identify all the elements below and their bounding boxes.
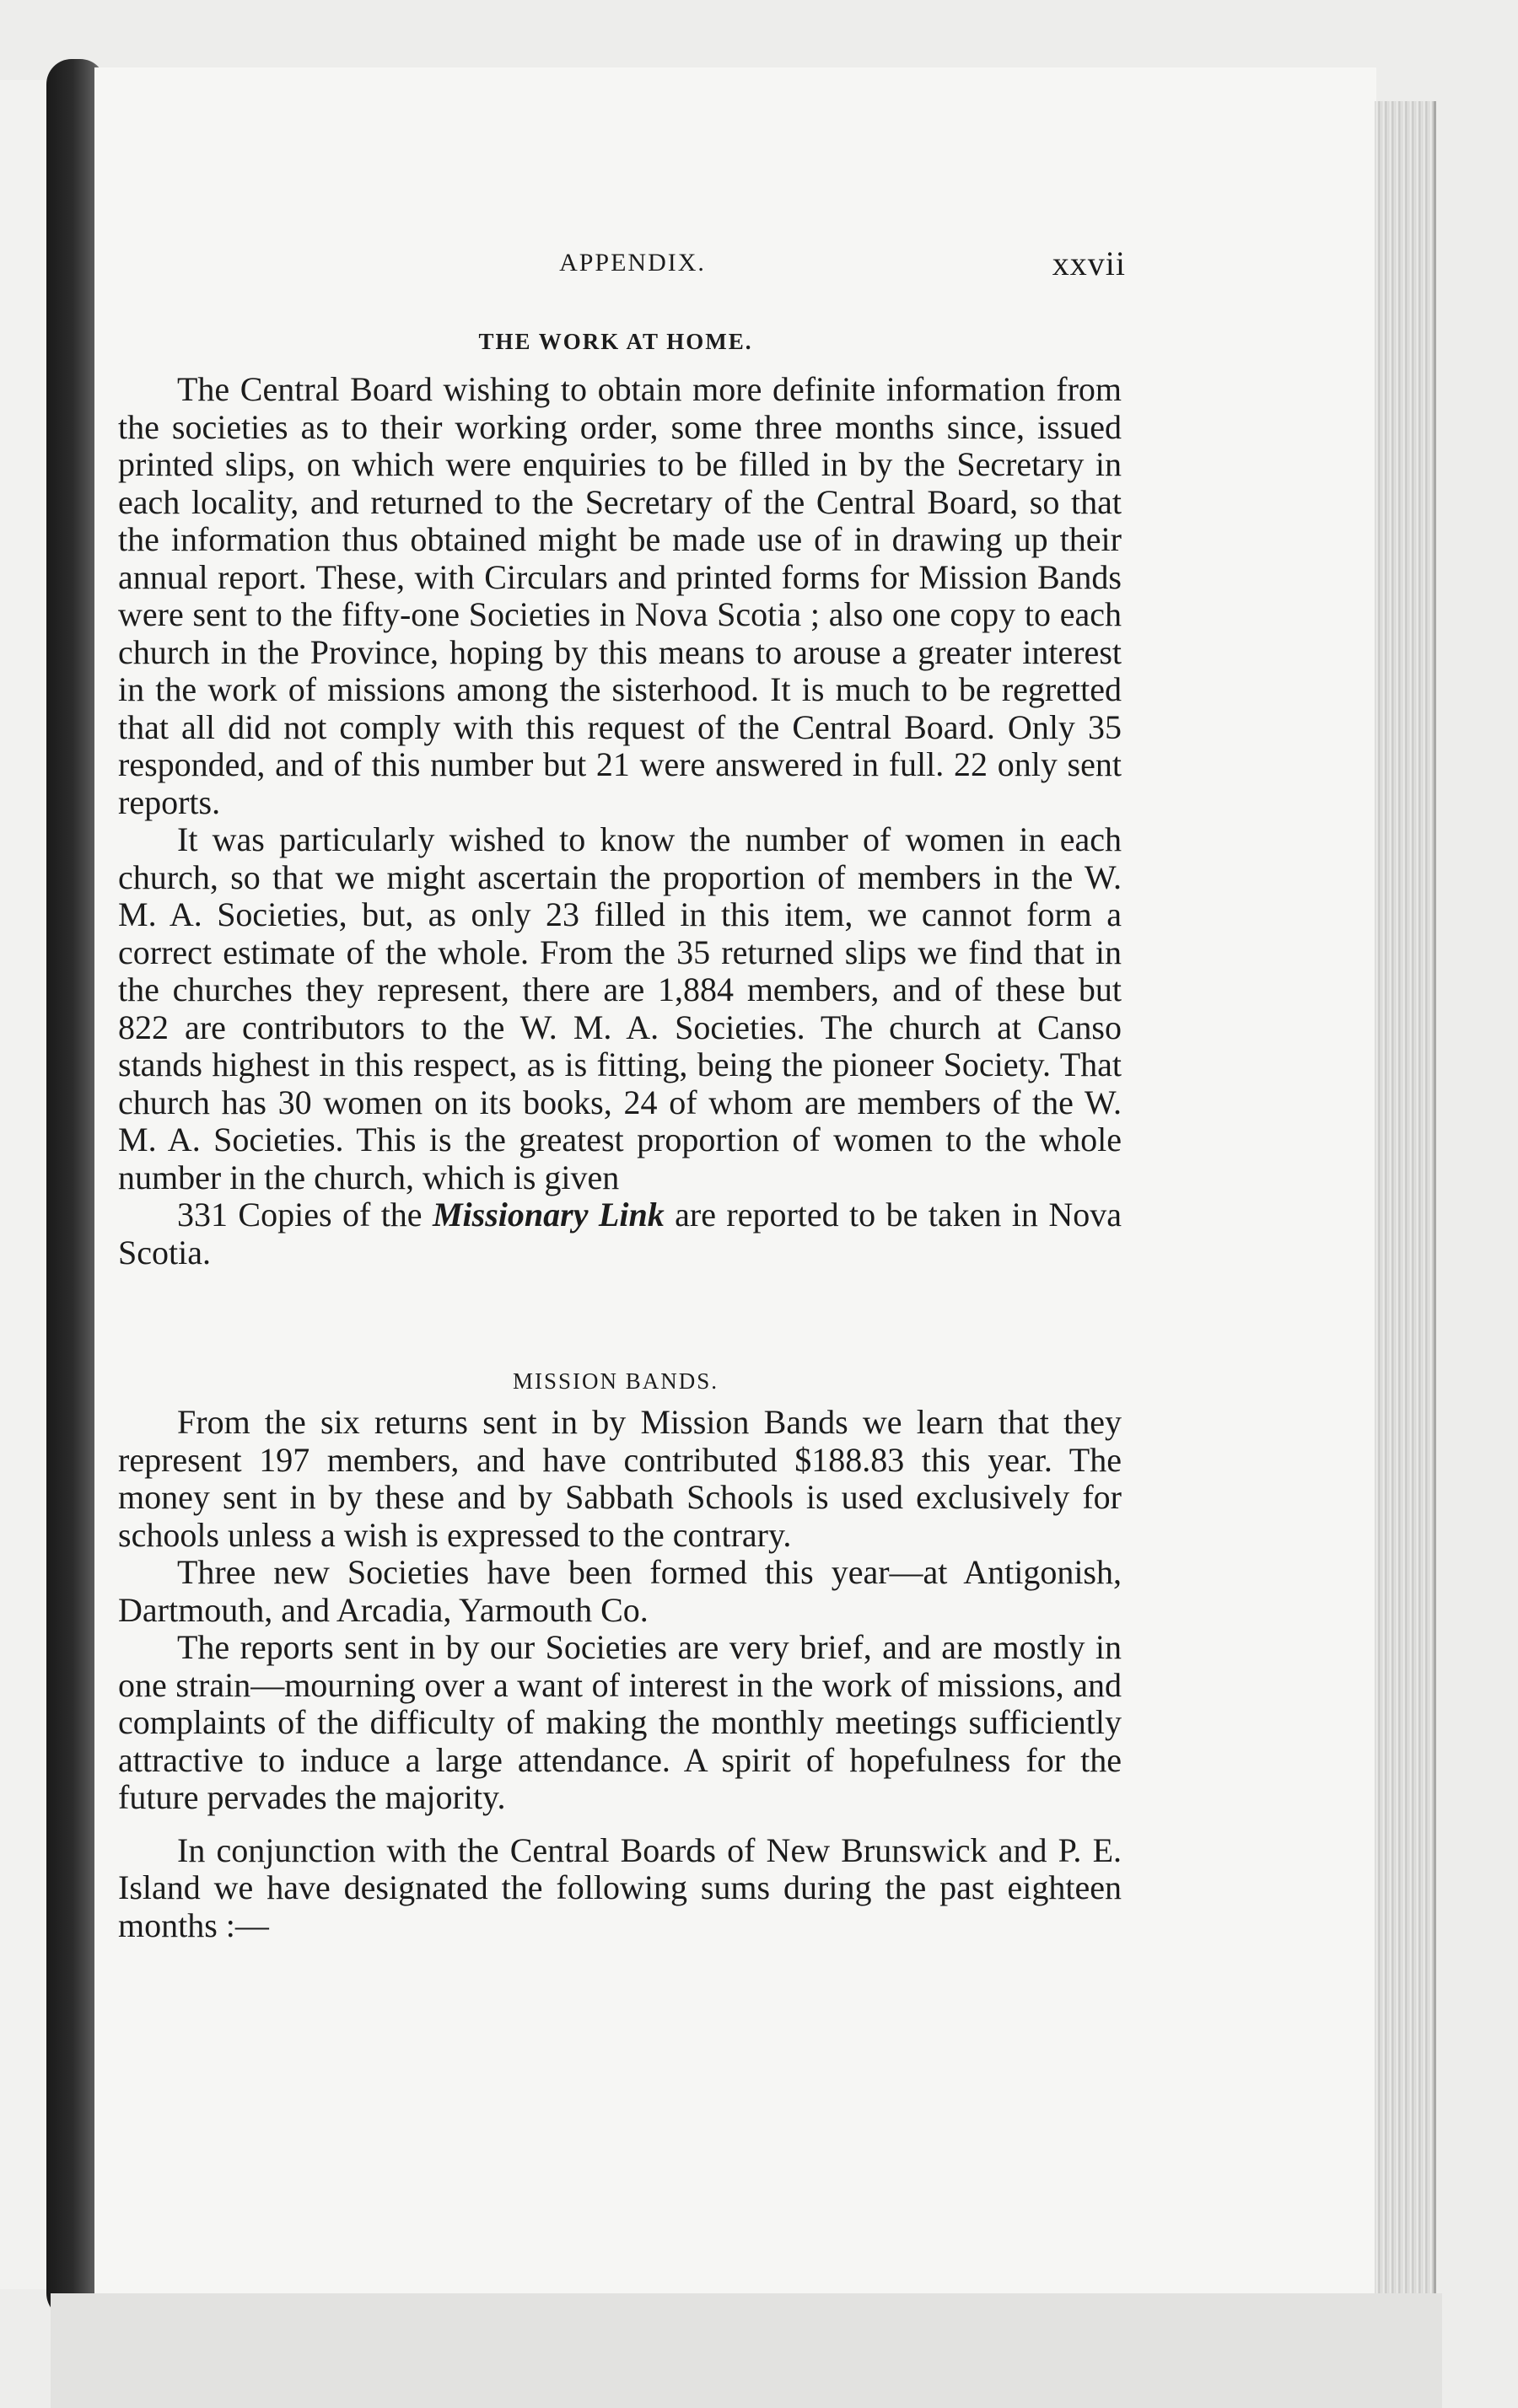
facing-page-edge bbox=[0, 80, 51, 2289]
paragraph: It was particularly wished to know the number of women in each church, so that we might ascertain the proportion of members in the W. M. A. Societies, but, as only 23 filled in this item, we cannot form a correct estimate of the whole. From the 35 returned slips we find that in the churches they represent, there are 1,884 members, and of these but 822 are contributors to the W. M. A. Societies. The church at Canso stands highest in this respect, as is fitting, being the pioneer Society. That church has 30 women on its books, 24 of whom are members of the W. M. A. Societies. This is the greatest proportion of women to the whole number in the church, which is given bbox=[118, 820, 1122, 1196]
scan-bottom-margin bbox=[51, 2293, 1442, 2408]
mission-bands-body bbox=[118, 1404, 1122, 1944]
paragraph-text: 331 Copies of the bbox=[177, 1196, 433, 1234]
section-heading-work-at-home: THE WORK AT HOME. bbox=[478, 329, 753, 354]
paragraph: In conjunction with the Central Boards of New Brunswick and P. E. Island we have designated the following sums during the past eighteen months :— bbox=[118, 1830, 1122, 1944]
paragraph: Three new Societies have been formed this year—at Antigonish, Dartmouth, and Arcadia, Yarmouth Co. bbox=[118, 1553, 1122, 1629]
paragraph-text: are reported to be taken in Nova Scotia. bbox=[118, 1196, 1122, 1271]
page-number: xxvii bbox=[1052, 245, 1126, 282]
paragraph bbox=[118, 1196, 1122, 1271]
paragraph: From the six returns sent in by Mission Bands we learn that they represent 197 members, and have contributed $188.83 this year. The money sent in by these and by Sabbath Schools is used exclusively for schools unless a wish is expressed to the contrary. bbox=[118, 1403, 1122, 1554]
running-head bbox=[0, 245, 1518, 291]
page-stack-edges bbox=[1375, 101, 1436, 2302]
paragraph: The reports sent in by our Societies are very brief, and are mostly in one strain—mourning over a want of interest in the work of missions, and complaints of the difficulty of making the monthly meetings sufficiently attractive to induce a large attendance. A spirit of hopefulness for the future pervades the majority. bbox=[118, 1628, 1122, 1816]
section-heading-mission-bands: MISSION BANDS. bbox=[512, 1368, 719, 1394]
running-title: APPENDIX. bbox=[559, 249, 706, 277]
paragraph: The Central Board wishing to obtain more definite information from the societies as to their working order, some three months since, issued printed slips, on which were enquiries to be filled in by the Secretary in each locality, and returned to the Secretary of the Central Board, so that the information thus obtained might be made use of in drawing up their annual report. These, with Circulars and printed forms for Mission Bands were sent to the fifty-one Societies in Nova Scotia ; also one copy to each church in the Province, hoping by this means to arouse a greater interest in the work of missions among the sisterhood. It is much to be regretted that all did not comply with this request of the Central Board. Only 35 responded, and of this number but 21 were answered in full. 22 only sent reports. bbox=[118, 370, 1122, 821]
periodical-title: Missionary Link bbox=[432, 1196, 665, 1234]
work-at-home-body bbox=[118, 371, 1122, 1271]
